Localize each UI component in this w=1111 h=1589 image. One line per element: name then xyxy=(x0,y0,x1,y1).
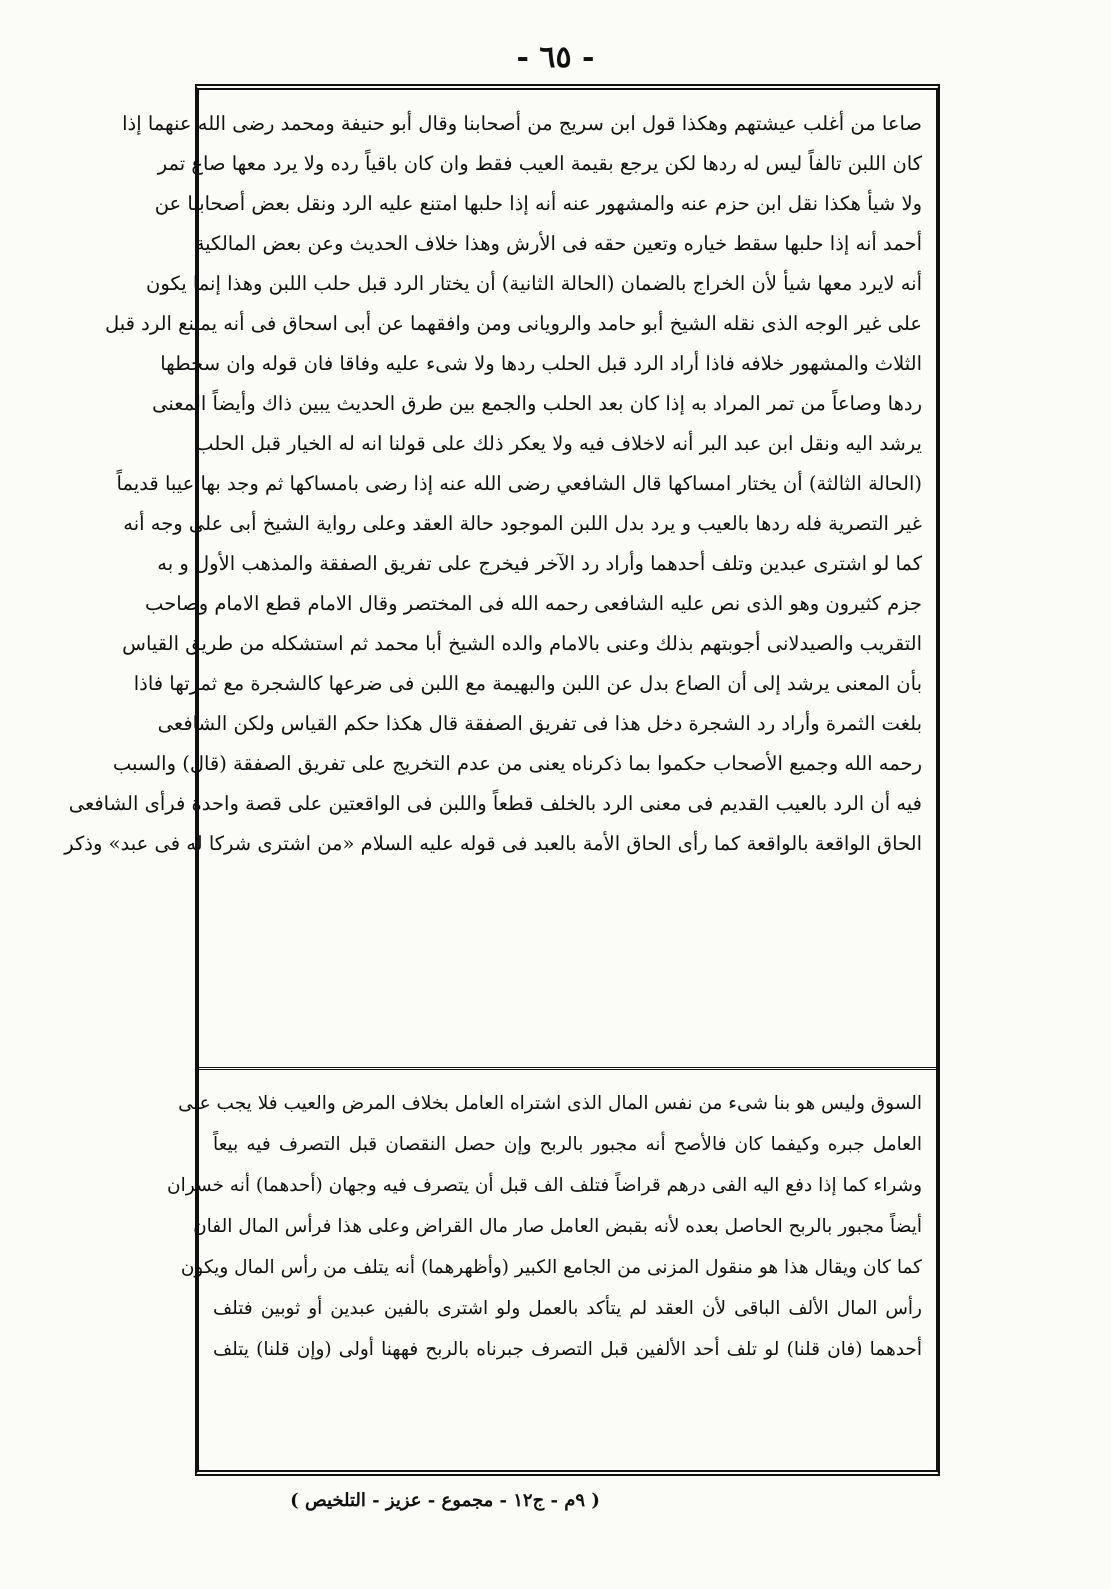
main-line: رحمه الله وجميع الأصحاب حكموا بما ذكرناه يعنى من عدم التخريج على تفريق الصفقة (قال) والسبب xyxy=(112,752,922,775)
main-line: بلغت الثمرة وأراد رد الشجرة دخل هذا فى تفريق الصفقة قال هكذا حكم القياس ولكن الشافعى xyxy=(157,712,922,735)
main-line: جزم كثيرون وهو الذى نص عليه الشافعى رحمه الله فى المختصر وقال الامام قطع الامام وصاحب xyxy=(145,592,922,615)
page-number: - ٦٥ - xyxy=(516,40,595,75)
main-line: ولا شيأ هكذا نقل ابن حزم عنه والمشهور عنه أنه إذا حلبها امتنع عليه الرد ونقل بعض أصحابنا عن xyxy=(154,192,922,215)
note-line: كما كان ويقال هذا هو منقول المزنى من الجامع الكبير (وأظهرهما) أنه يتلف من رأس المال ويكون xyxy=(180,1257,922,1278)
note-line: وشراء كما إذا دفع اليه الفى درهم قراضاً فتلف الف قبل أن يتصرف فيه وجهان (أحدهما) أنه خسران xyxy=(167,1175,922,1196)
signature-footer: ( ٩م - ج١٢ - مجموع - عزيز - التلخيص ) xyxy=(290,1490,600,1511)
main-line: بأن المعنى يرشد إلى أن الصاع بدل عن اللبن والبهيمة مع اللبن فى ضرعها كالشجرة مع ثمرتها فاذا xyxy=(133,672,922,695)
main-line: التقريب والصيدلانى أجوبتهم بذلك وعنى بالامام والده الشيخ أبا محمد ثم استشكله من طريق القياس xyxy=(122,632,922,655)
main-line: ردها وصاعاً من تمر المراد به إذا كان بعد الحلب والجمع بين طرق الحديث يبين ذاك وأيضاً المعنى xyxy=(152,392,922,415)
main-line: (الحالة الثالثة) أن يختار امساكها قال الشافعي رضى الله عنه إذا رضى بامساكها ثم وجد بها عيبا قديماً xyxy=(116,472,922,495)
main-line: أحمد أنه إذا حلبها سقط خياره وتعين حقه فى الأرش وهذا خلاف الحديث وعن بعض المالكية xyxy=(194,232,922,255)
note-line: أحدهما (فان قلنا) لو تلف أحد الألفين قبل التصرف جبرناه بالربح فههنا أولى (وإن قلنا) يتلف xyxy=(213,1339,922,1360)
note-line: العامل جبره وكيفما كان فالأصح أنه مجبور بالربح وإن حصل النقصان قبل التصرف فيه بيعاً xyxy=(213,1134,922,1155)
main-text-block xyxy=(64,104,922,864)
main-line: الثلاث والمشهور خلافه فاذا أراد الرد قبل الحلب ردها ولا شىء عليه وفاقا فان قوله وان سخطها xyxy=(160,352,922,375)
main-line: كما لو اشترى عبدين وتلف أحدهما وأراد رد الآخر فيخرج على تفريق الصفقة والمذهب الأول و به xyxy=(157,552,922,575)
note-text-block xyxy=(167,1083,922,1370)
note-line: أيضاً مجبور بالربح الحاصل بعده لأنه بقبض العامل صار مال القراض وعلى هذا فرأس المال الفان xyxy=(193,1216,922,1237)
main-line: يرشد اليه ونقل ابن عبد البر أنه لاخلاف فيه ولا يعكر ذلك على قولنا انه له الخيار قبل الحلب xyxy=(195,432,922,455)
main-line: على غير الوجه الذى نقله الشيخ أبو حامد والرويانى ومن وافقهما عن أبى اسحاق فى أنه يمتنع الرد قبل xyxy=(104,312,922,335)
main-line: كان اللبن تالفاً ليس له ردها لكن يرجع بقيمة العيب فقط وان كان باقياً رده ولا يرد معها صاع تمر xyxy=(157,152,922,175)
section-divider xyxy=(199,1067,936,1070)
main-line: صاعا من أغلب عيشتهم وهكذا قول ابن سريج من أصحابنا وقال أبو حنيفة ومحمد رضى الله عنهما إذا xyxy=(122,112,922,135)
main-line: غير التصرية فله ردها بالعيب و يرد بدل اللبن الموجود حالة العقد وعلى رواية الشيخ أبى على وجه أنه xyxy=(123,512,922,535)
note-line: رأس المال الألف الباقى لأن العقد لم يتأكد بالعمل ولو اشترى بالفين عبدين أو ثوبين فتلف xyxy=(213,1298,922,1319)
note-line: السوق وليس هو بنا شىء من نفس المال الذى اشتراه العامل بخلاف المرض والعيب فلا يجب على xyxy=(178,1093,922,1114)
main-line: الحاق الواقعة بالواقعة كما رأى الحاق الأمة بالعبد فى قوله عليه السلام «من اشترى شركا له فى عبد» وذكر xyxy=(64,832,922,855)
page-frame xyxy=(64,84,940,1476)
main-line: فيه أن الرد بالعيب القديم فى معنى الرد بالخلف قطعاً واللبن فى الواقعتين على قصة واحدة فرأى الشافعى xyxy=(68,792,922,815)
main-line: أنه لايرد معها شيأ لأن الخراج بالضمان (الحالة الثانية) أن يختار الرد قبل حلب اللبن وهذا إنما يكون xyxy=(146,272,922,295)
